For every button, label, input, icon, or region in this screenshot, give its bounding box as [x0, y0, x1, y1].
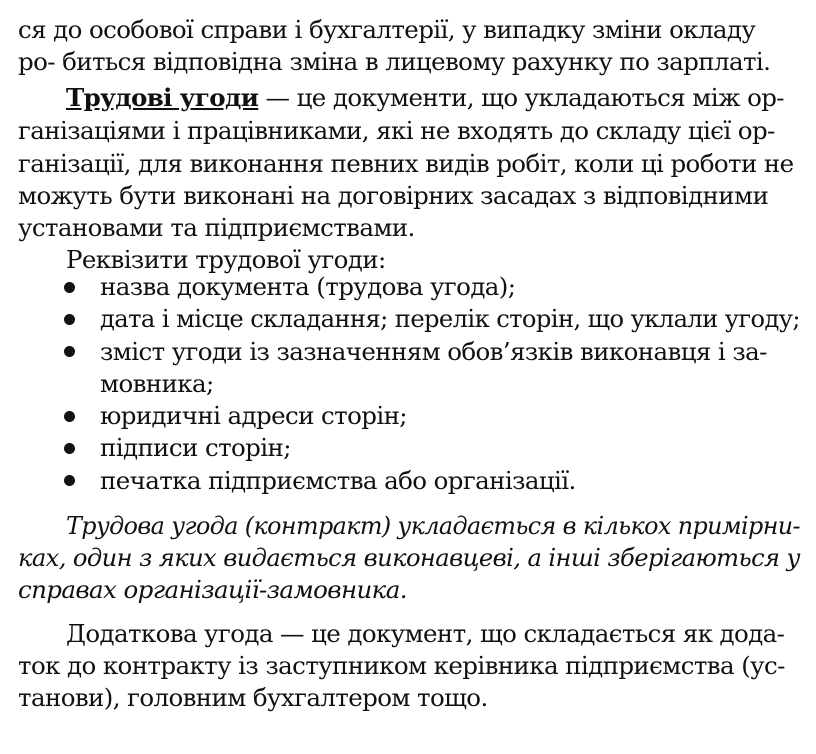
note-line2: ках, один з яких видається виконавцеві, а інші зберігаються у: [18, 543, 800, 572]
requisite-item: підписи сторін;: [100, 433, 291, 462]
bullet-icon: [64, 282, 75, 293]
note-line3: справах організації-замовника.: [18, 575, 407, 604]
requisite-item: юридичні адреси сторін;: [100, 401, 407, 430]
bullet-icon: [64, 443, 75, 454]
requisite-item-continuation: мовника;: [100, 369, 214, 398]
paragraph2-line2: ганізаціями і працівниками, які не входять до складу цієї ор-: [18, 116, 775, 145]
paragraph1-line1: ся до особової справи і бухгалтерії, у випадку зміни окладу: [18, 15, 756, 44]
bullet-icon: [64, 346, 75, 357]
requisites-heading: Реквізити трудової угоди:: [66, 245, 386, 274]
bullet-icon: [64, 475, 75, 486]
note-line1: Трудова угода (контракт) укладається в кількох примірни-: [66, 511, 800, 540]
requisite-item: зміст угоди із зазначенням обов’язків виконавця і за-: [100, 337, 767, 366]
paragraph3-line1: Додаткова угода — це документ, що складається як додa-: [66, 619, 785, 648]
paragraph2-line1: [66, 82, 784, 114]
bullet-icon: [64, 411, 75, 422]
requisite-item: печатка підприємства або організації.: [100, 466, 576, 495]
paragraph1-line2: ро- биться відповідна зміна в лицевому рахунку по зарплаті.: [18, 47, 771, 76]
requisite-item: назва документа (трудова угода);: [100, 272, 516, 301]
requisite-item: дата і місце складання; перелік сторін, що уклали угоду;: [100, 304, 800, 333]
paragraph2-line4: можуть бути виконані на договірних засадах з відповідними: [18, 181, 769, 210]
paragraph2-line1-rest: — це документи, що укладаються між ор-: [258, 83, 784, 112]
paragraph2-line3: ганізації, для виконання певних видів робіт, коли ці роботи не: [18, 149, 794, 178]
paragraph2-line5: установами та підприємствами.: [18, 213, 415, 242]
paragraph3-line3: танови), головним бухгалтером тощо.: [18, 683, 488, 712]
term-labor-agreements: Трудові угоди: [66, 83, 259, 112]
paragraph3-line2: ток до контракту із заступником керівника підприємства (ус-: [18, 651, 785, 680]
bullet-icon: [64, 314, 75, 325]
